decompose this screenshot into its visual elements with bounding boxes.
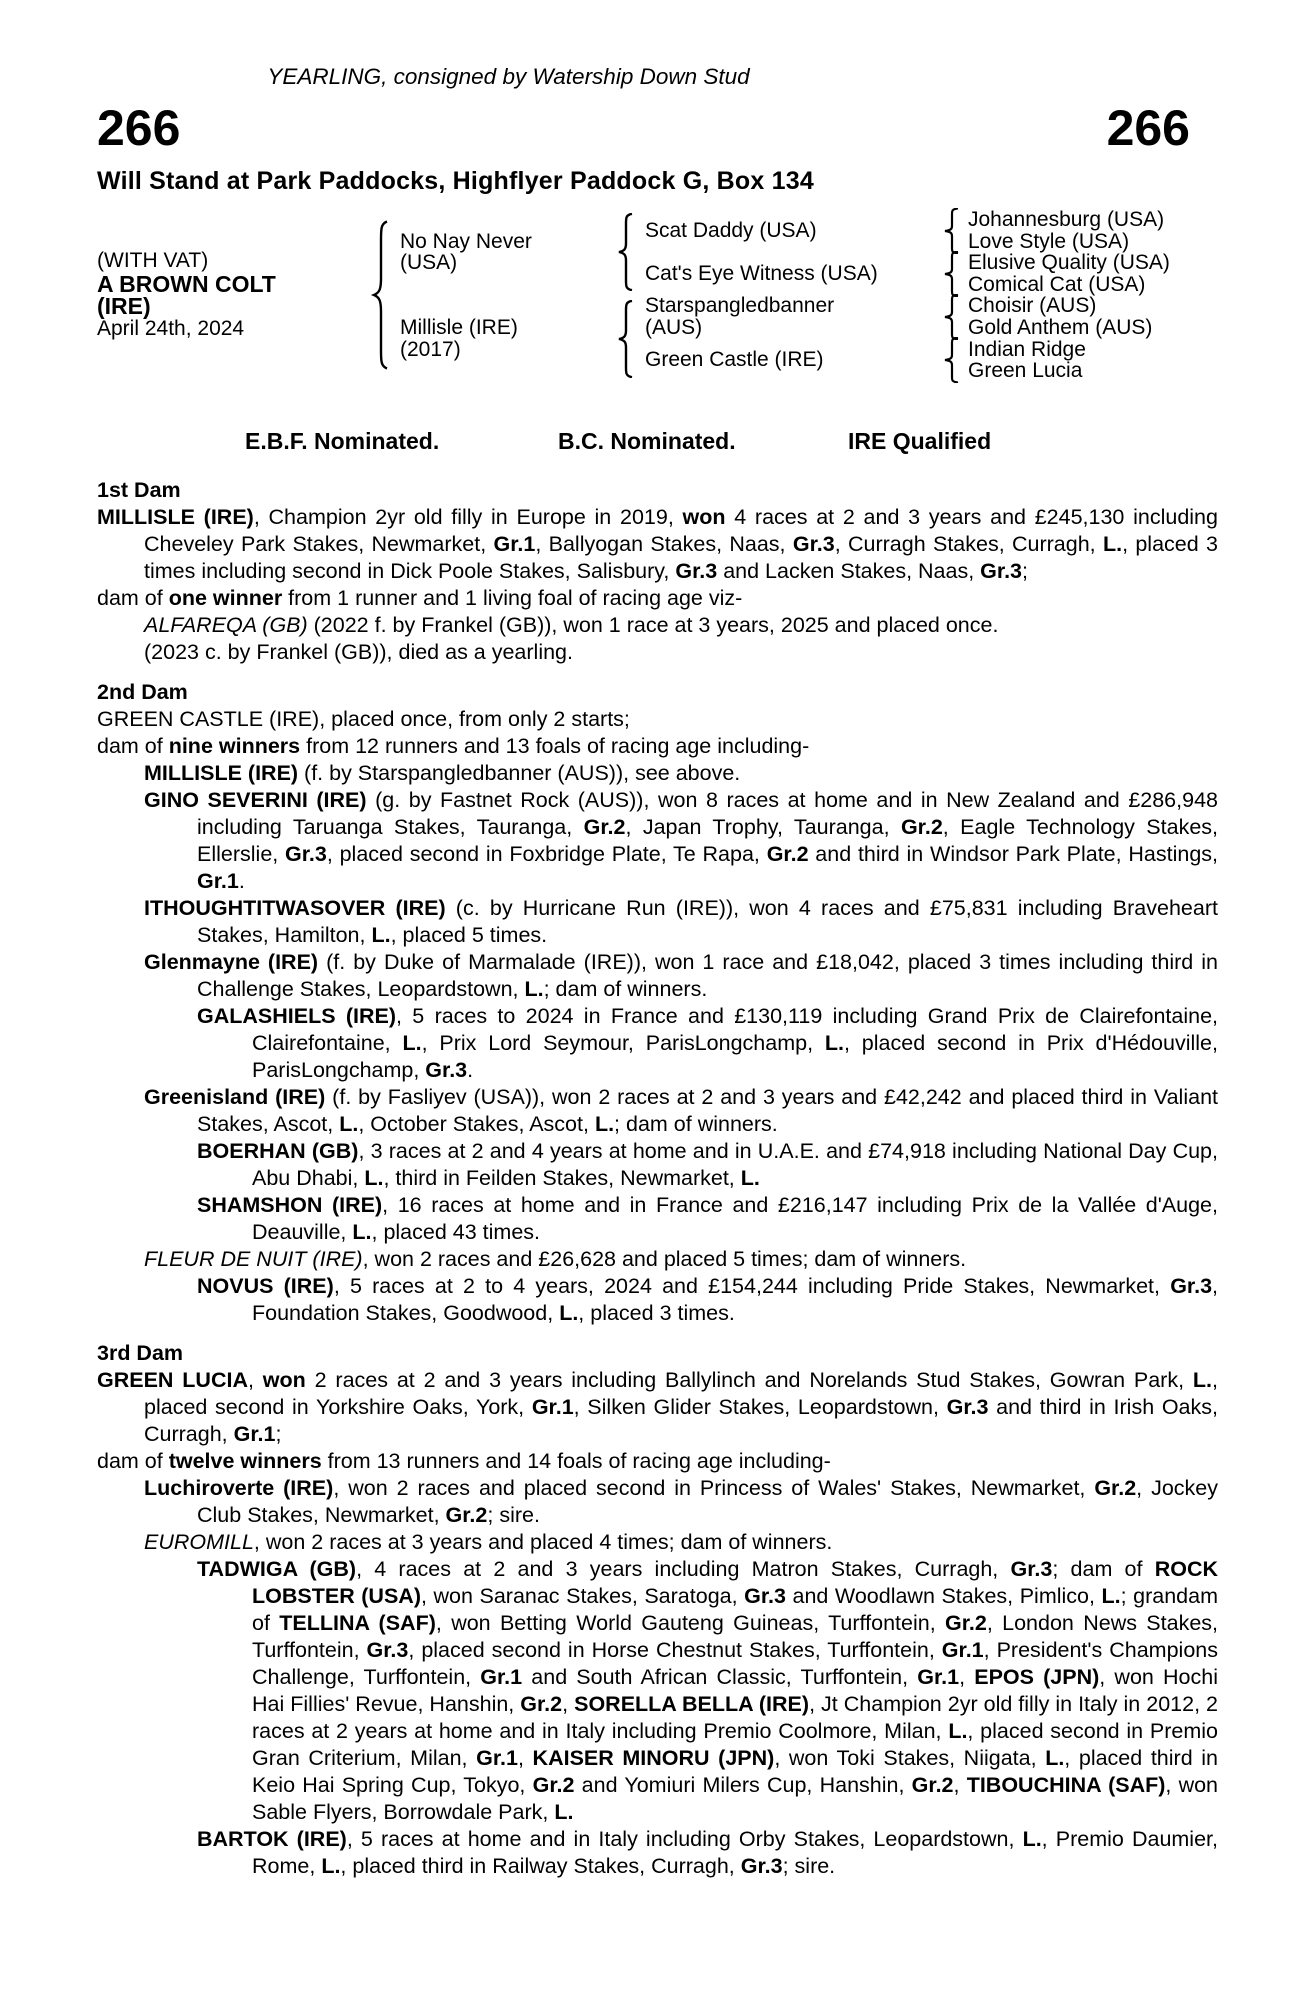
produce-record-paragraph: Luchiroverte (IRE), won 2 races and placed second in Princess of Wales' Stakes, Newmarket, Gr.2, Jockey Club Stakes, Newmarket, Gr.2; sire. — [144, 1476, 1218, 1527]
sire-dam-name: Cat's Eye Witness (USA) — [645, 261, 878, 285]
nominations-row — [97, 427, 1218, 455]
lot-number-left: 266 — [97, 100, 181, 156]
subject-description: A BROWN COLT — [97, 270, 276, 297]
pedigree-brace-dam-sire — [941, 295, 968, 338]
produce-record-paragraph: dam of twelve winners from 13 runners and 14 foals of racing age including- — [97, 1449, 831, 1473]
dam-section-heading: 3rd Dam — [97, 1341, 184, 1365]
great-grandparent-name: Johannesburg (USA) — [968, 208, 1165, 231]
pedigree-brace-main — [370, 209, 400, 382]
produce-record-paragraph: MILLISLE (IRE), Champion 2yr old filly in Europe in 2019, won 4 races at 2 and 3 years and £245,130 including Cheveley Park Stakes, Newmarket, Gr.1, Ballyogan Stakes, Naas, Gr.3, Curragh Stakes, Curragh, L., placed 3 times including second in Dick Poole Stakes, Salisbury, Gr.3 and Lacken Stakes, Naas, Gr.3; — [97, 505, 1218, 583]
great-grandparent-name: Love Style (USA) — [968, 229, 1130, 253]
lot-number-right: 266 — [1106, 100, 1190, 156]
produce-record-paragraph: (2023 c. by Frankel (GB)), died as a yearling. — [144, 640, 573, 664]
great-grandparent-name: Indian Ridge — [968, 337, 1086, 361]
pedigree-brace-dam-dam — [941, 339, 968, 382]
subject-horse-block — [97, 209, 370, 382]
sire-name: No Nay Never (USA) — [400, 229, 532, 275]
great-grandparent-name: Comical Cat (USA) — [968, 272, 1146, 296]
produce-record-paragraph: FLEUR DE NUIT (IRE), won 2 races and £26,628 and placed 5 times; dam of winners. — [144, 1247, 967, 1271]
subject-country-suffix: (IRE) — [97, 293, 151, 320]
dam-section — [97, 1340, 1218, 1880]
consignment-line: YEARLING, consigned by Watership Down Stud — [267, 64, 750, 89]
produce-record-paragraph: TADWIGA (GB), 4 races at 2 and 3 years including Matron Stakes, Curragh, Gr.3; dam of ROCK LOBSTER (USA), won Saranac Stakes, Saratoga, Gr.3 and Woodlawn Stakes, Pimlico, L.; grandam of TELLINA (SAF), won Betting World Gauteng Guineas, Turffontein, Gr.2, London News Stakes, Turffontein, Gr.3, placed second in Horse Chestnut Stakes, Turffontein, Gr.1, President's Champions Challenge, Turffontein, Gr.1 and South African Classic, Turffontein, Gr.1, EPOS (JPN), won Hochi Hai Fillies' Revue, Hanshin, Gr.2, SORELLA BELLA (IRE), Jt Champion 2yr old filly in Italy in 2012, 2 races at 2 years at home and in Italy including Premio Coolmore, Milan, L., placed second in Premio Gran Criterium, Milan, Gr.1, KAISER MINORU (JPN), won Toki Stakes, Niigata, L., placed third in Keio Hai Spring Cup, Tokyo, Gr.2 and Yomiuri Milers Cup, Hanshin, Gr.2, TIBOUCHINA (SAF), won Sable Flyers, Borrowdale Park, L. — [197, 1557, 1219, 1824]
dam-dam-name: Green Castle (IRE) — [645, 348, 824, 372]
produce-record-paragraph: EUROMILL, won 2 races at 3 years and placed 4 times; dam of winners. — [144, 1530, 833, 1554]
pedigree-table — [97, 209, 1218, 382]
produce-record-paragraph: NOVUS (IRE), 5 races at 2 to 4 years, 2024 and £154,244 including Pride Stakes, Newmarket, Gr.3, Foundation Stakes, Goodwood, L., placed 3 times. — [197, 1274, 1219, 1325]
dam-name: Millisle (IRE) (2017) — [400, 315, 518, 361]
ebf-nomination: E.B.F. Nominated. — [245, 428, 440, 454]
produce-record-paragraph: Greenisland (IRE) (f. by Fasliyev (USA)), won 2 races at 2 and 3 years and £42,242 and placed third in Valiant Stakes, Ascot, L., October Stakes, Ascot, L.; dam of winners. — [144, 1085, 1218, 1136]
pedigree-brace-dam — [615, 295, 645, 381]
dam-sire-name: Starspangledbanner (AUS) — [645, 294, 835, 339]
ire-qualified: IRE Qualified — [848, 428, 992, 454]
produce-record-paragraph: GREEN CASTLE (IRE), placed once, from only 2 starts; — [97, 707, 630, 731]
subject-foaling-date: April 24th, 2024 — [97, 316, 245, 340]
produce-record-paragraph: GALASHIELS (IRE), 5 races to 2024 in France and £130,119 including Grand Prix de Clairefontaine, Clairefontaine, L., Prix Lord Seymour, ParisLongchamp, L., placed second in Prix d'Hédouville, ParisLongchamp, Gr.3. — [197, 1004, 1218, 1082]
dam-section — [97, 679, 1218, 1327]
dam-section-heading: 1st Dam — [97, 478, 181, 502]
bc-nomination: B.C. Nominated. — [558, 428, 736, 454]
pedigree-brace-sire — [615, 209, 645, 295]
produce-record-paragraph: dam of one winner from 1 runner and 1 living foal of racing age viz- — [97, 586, 743, 610]
produce-record-paragraph: BOERHAN (GB), 3 races at 2 and 4 years at home and in U.A.E. and £74,918 including National Day Cup, Abu Dhabi, L., third in Feilden Stakes, Newmarket, L. — [197, 1139, 1218, 1190]
produce-record-paragraph: MILLISLE (IRE) (f. by Starspangledbanner (AUS)), see above. — [144, 761, 741, 785]
vat-note: (WITH VAT) — [97, 249, 209, 273]
dam-section-heading: 2nd Dam — [97, 680, 188, 704]
great-grandparent-name: Gold Anthem (AUS) — [968, 315, 1153, 339]
sire-sire-name: Scat Daddy (USA) — [645, 218, 817, 242]
great-grandparent-name: Choisir (AUS) — [968, 294, 1097, 318]
produce-record-paragraph: GINO SEVERINI (IRE) (g. by Fastnet Rock (AUS)), won 8 races at home and in New Zealand and £286,948 including Taruanga Stakes, Tauranga, Gr.2, Japan Trophy, Tauranga, Gr.2, Eagle Technology Stakes, Ellerslie, Gr.3, placed second in Foxbridge Plate, Te Rapa, Gr.2 and third in Windsor Park Plate, Hastings, Gr.1. — [144, 788, 1219, 893]
produce-record-paragraph: BARTOK (IRE), 5 races at home and in Italy including Orby Stakes, Leopardstown, L., Premio Daumier, Rome, L., placed third in Railway Stakes, Curragh, Gr.3; sire. — [197, 1827, 1218, 1878]
stand-location-line: Will Stand at Park Paddocks, Highflyer Paddock G, Box 134 — [97, 167, 814, 195]
produce-record-paragraph: SHAMSHON (IRE), 16 races at home and in France and £216,147 including Prix de la Vallée d'Auge, Deauville, L., placed 43 times. — [197, 1193, 1218, 1244]
great-grandparent-name: Elusive Quality (USA) — [968, 251, 1170, 275]
produce-record-paragraph: Glenmayne (IRE) (f. by Duke of Marmalade (IRE)), won 1 race and £18,042, placed 3 times including third in Challenge Stakes, Leopardstown, L.; dam of winners. — [144, 950, 1218, 1001]
pedigree-brace-sire-dam — [941, 252, 968, 295]
produce-record-paragraph: ITHOUGHTITWASOVER (IRE) (c. by Hurricane Run (IRE)), won 4 races and £75,831 including Braveheart Stakes, Hamilton, L., placed 5 times. — [144, 896, 1218, 947]
dam-section — [97, 477, 1218, 666]
produce-record-paragraph: dam of nine winners from 12 runners and 13 foals of racing age including- — [97, 734, 810, 758]
dam-sections — [97, 477, 1218, 1880]
produce-record-paragraph: GREEN LUCIA, won 2 races at 2 and 3 years including Ballylinch and Norelands Stud Stakes, Gowran Park, L., placed second in Yorkshire Oaks, York, Gr.1, Silken Glider Stakes, Leopardstown, Gr.3 and third in Irish Oaks, Curragh, Gr.1; — [97, 1368, 1218, 1446]
produce-record-paragraph: ALFAREQA (GB) (2022 f. by Frankel (GB)), won 1 race at 3 years, 2025 and placed once. — [144, 613, 999, 637]
pedigree-brace-sire-sire — [941, 209, 968, 252]
great-grandparent-name: Green Lucia — [968, 359, 1083, 383]
